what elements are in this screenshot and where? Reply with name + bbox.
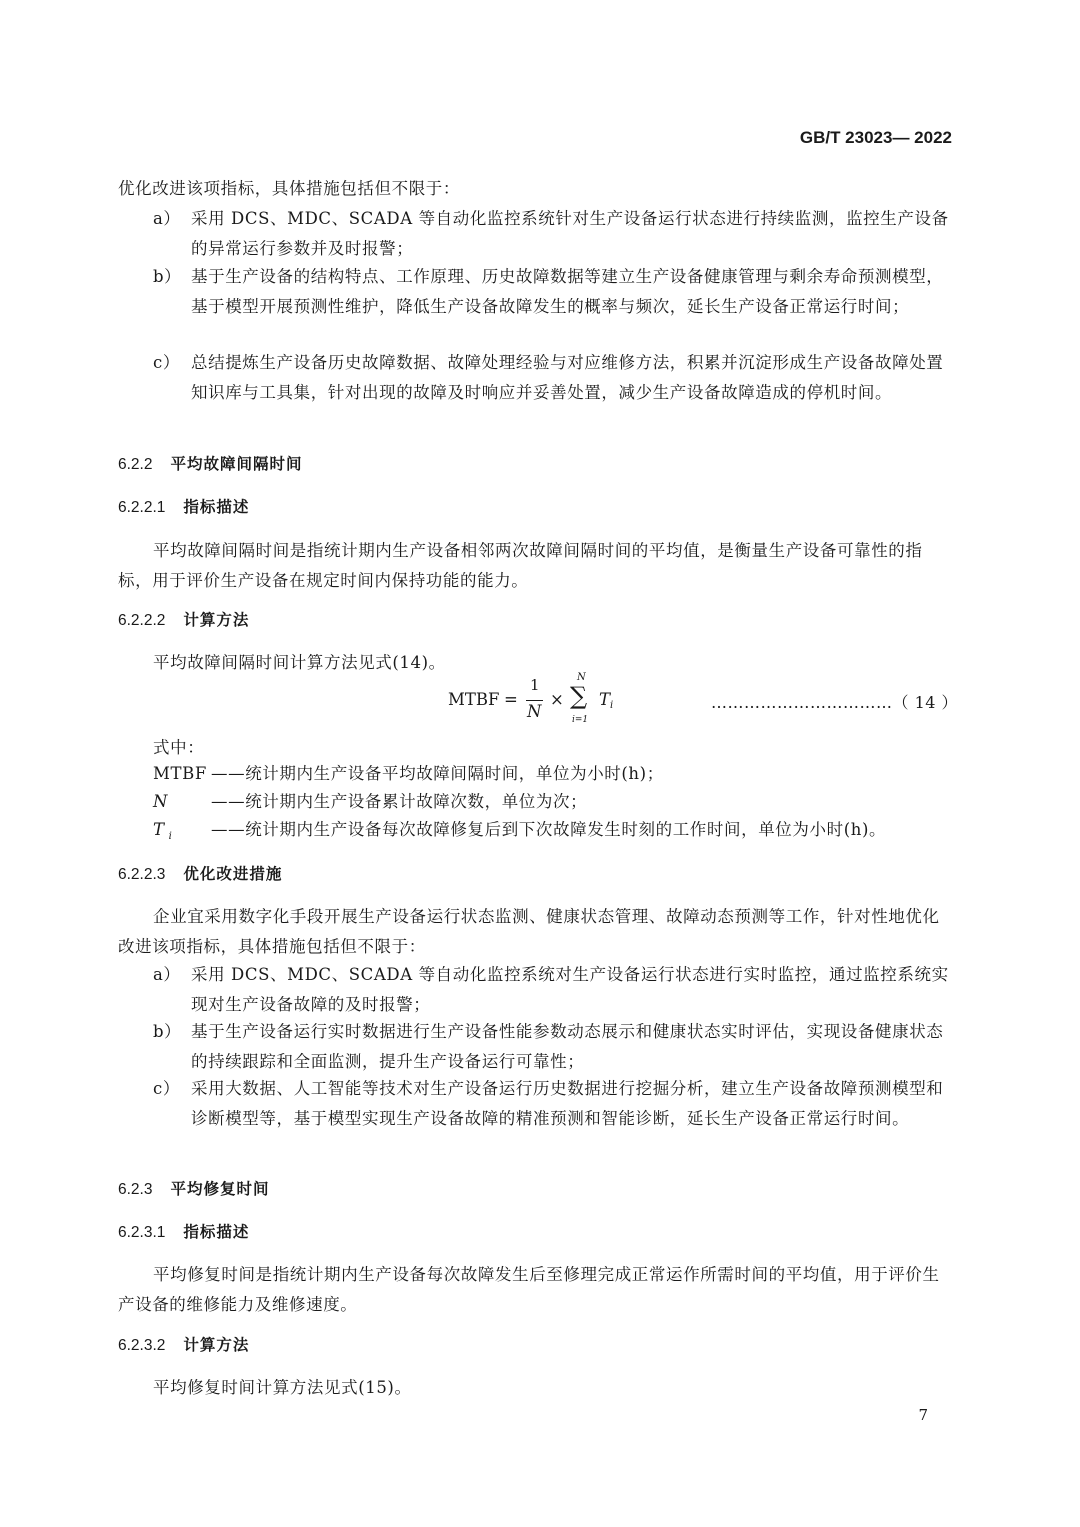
list-item xyxy=(153,1074,953,1134)
section-title: 平均修复时间 xyxy=(170,1180,270,1198)
variable-row xyxy=(153,787,168,817)
subsection-heading xyxy=(118,608,249,633)
list-item xyxy=(153,262,953,322)
formula-term-subscript: i xyxy=(610,700,614,711)
list-item-label: b） xyxy=(153,1022,182,1041)
subsection-title: 计算方法 xyxy=(183,611,250,629)
subsection-heading xyxy=(118,1220,249,1245)
list-item-label: b） xyxy=(153,267,182,286)
sum-upper-limit: N xyxy=(577,672,586,683)
subsection-number: 6.2.2.3 xyxy=(118,866,166,883)
list-item-label: c） xyxy=(153,353,180,372)
variable-symbol: T xyxy=(153,820,165,839)
list-item xyxy=(153,1017,953,1077)
variable-symbol: MTBF xyxy=(153,764,207,783)
subsection-number: 6.2.3.1 xyxy=(118,1224,166,1241)
list-item-label: c） xyxy=(153,1079,180,1098)
paragraph: 平均故障间隔时间是指统计期内生产设备相邻两次故障间隔时间的平均值，是衡量生产设备可靠性的指标，用于评价生产设备在规定时间内保持功能的能力。 xyxy=(118,541,923,590)
section-number: 6.2.2 xyxy=(118,456,153,473)
list-item-text: 采用大数据、人工智能等技术对生产设备运行历史数据进行挖掘分析，建立生产设备故障预测模型和诊断模型等，基于模型实现生产设备故障的精准预测和智能诊断，延长生产设备正常运行时间。 xyxy=(191,1079,944,1128)
paragraph: 企业宜采用数字化手段开展生产设备运行状态监测、健康状态管理、故障动态预测等工作，针对性地优化改进该项指标，具体措施包括但不限于： xyxy=(118,907,940,956)
list-item-label: a） xyxy=(153,209,181,228)
subsection-title: 优化改进措施 xyxy=(183,865,283,883)
section-heading xyxy=(118,452,303,477)
variable-symbol: N xyxy=(153,792,169,811)
formula-times: × xyxy=(550,690,564,709)
subsection-heading xyxy=(118,495,249,520)
formula-term: T xyxy=(599,690,611,709)
list-item-text: 基于生产设备运行实时数据进行生产设备性能参数动态展示和健康状态实时评估，实现设备健康状态的持续跟踪和全面监测，提升生产设备运行可靠性； xyxy=(191,1022,944,1071)
list-item-text: 总结提炼生产设备历史故障数据、故障处理经验与对应维修方法，积累并沉淀形成生产设备故障处置知识库与工具集，针对出现的故障及时响应并妥善处置，减少生产设备故障造成的停机时间。 xyxy=(191,353,944,402)
section-heading xyxy=(118,1177,270,1202)
paragraph: 平均故障间隔时间计算方法见式(14)。 xyxy=(153,653,446,672)
variable-subscript: i xyxy=(168,831,173,843)
where-label: 式中： xyxy=(153,738,205,757)
summation-symbol: ∑ xyxy=(570,682,588,710)
subsection-title: 计算方法 xyxy=(183,1336,250,1354)
page-number: 7 xyxy=(918,1406,928,1424)
list-item xyxy=(153,348,953,408)
equation-number: ……………………………（ 14 ） xyxy=(711,693,959,712)
subsection-title: 指标描述 xyxy=(183,1223,250,1241)
list-item-text: 采用 DCS、MDC、SCADA 等自动化监控系统对生产设备运行状态进行实时监控，通过监控系统实现对生产设备故障的及时报警； xyxy=(191,965,949,1014)
variable-row xyxy=(153,815,172,852)
subsection-heading xyxy=(118,862,282,887)
formula-equals: = xyxy=(504,690,518,709)
section-title: 平均故障间隔时间 xyxy=(170,455,303,473)
intro-tail-paragraph: 优化改进该项指标，具体措施包括但不限于： xyxy=(118,179,460,198)
standard-code: GB/T 23023— 2022 xyxy=(799,128,952,147)
paragraph: 平均修复时间计算方法见式(15)。 xyxy=(153,1378,412,1397)
list-item-text: 基于生产设备的结构特点、工作原理、历史故障数据等建立生产设备健康管理与剩余寿命预测模型，基于模型开展预测性维护，降低生产设备故障发生的概率与频次，延长生产设备正常运行时间； xyxy=(191,267,944,316)
subsection-title: 指标描述 xyxy=(183,498,250,516)
subsection-heading xyxy=(118,1333,249,1358)
subsection-number: 6.2.2.2 xyxy=(118,612,166,629)
variable-description: ——统计期内生产设备累计故障次数，单位为次； xyxy=(211,792,588,811)
variable-description: ——统计期内生产设备每次故障修复后到下次故障发生时刻的工作时间，单位为小时(h)。 xyxy=(211,820,887,839)
formula-numerator: 1 xyxy=(530,676,540,694)
fraction-bar xyxy=(526,700,543,701)
list-item-text: 采用 DCS、MDC、SCADA 等自动化监控系统针对生产设备运行状态进行持续监测，监控生产设备的异常运行参数并及时报警； xyxy=(191,209,949,258)
formula-denominator: N xyxy=(527,702,542,721)
variable-description: ——统计期内生产设备平均故障间隔时间，单位为小时(h)； xyxy=(211,764,664,783)
list-item-label: a） xyxy=(153,965,181,984)
variable-row xyxy=(153,759,207,789)
sum-lower-limit: i=1 xyxy=(572,715,589,725)
section-number: 6.2.3 xyxy=(118,1181,153,1198)
list-item xyxy=(153,204,953,264)
list-item xyxy=(153,960,953,1020)
subsection-number: 6.2.2.1 xyxy=(118,499,166,516)
subsection-number: 6.2.3.2 xyxy=(118,1337,166,1354)
formula-lhs: MTBF xyxy=(448,690,500,709)
paragraph: 平均修复时间是指统计期内生产设备每次故障发生后至修理完成正常运作所需时间的平均值，用于评价生产设备的维修能力及维修速度。 xyxy=(118,1265,940,1314)
